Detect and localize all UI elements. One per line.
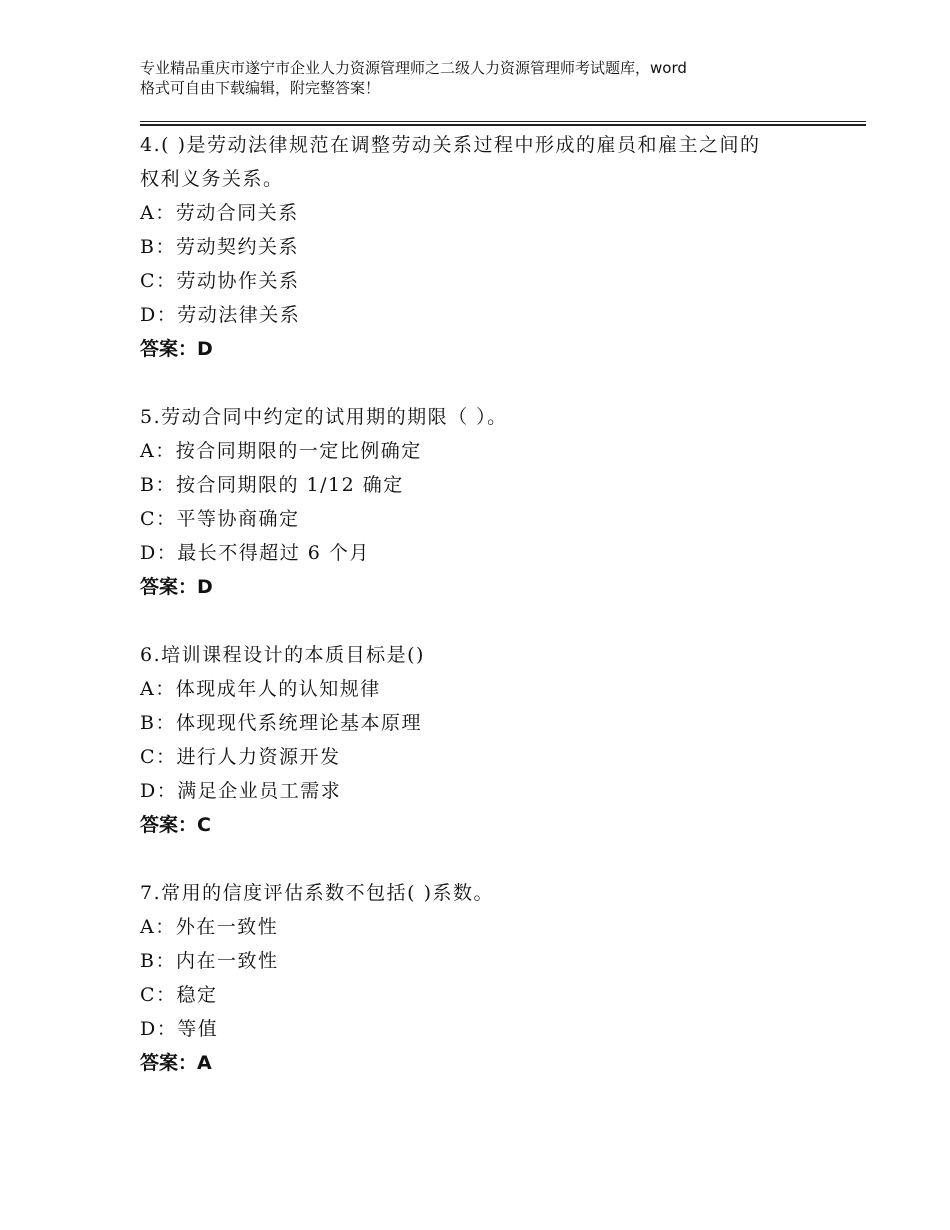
option-c: C：劳动协作关系 xyxy=(140,270,300,292)
option-b: B：劳动契约关系 xyxy=(140,236,299,258)
question-5 xyxy=(140,400,840,604)
question-stem: 4.( )是劳动法律规范在调整劳动关系过程中形成的雇员和雇主之间的 xyxy=(140,134,761,156)
option-a: A：外在一致性 xyxy=(140,916,279,938)
question-stem: 权利义务关系。 xyxy=(140,168,284,190)
answer-label: 答案：D xyxy=(140,338,213,360)
option-d: D：等值 xyxy=(140,1018,219,1040)
option-d: D：劳动法律关系 xyxy=(140,304,301,326)
option-d: D：满足企业员工需求 xyxy=(140,780,342,802)
header-divider-thick xyxy=(140,124,866,126)
option-d: D：最长不得超过 6 个月 xyxy=(140,542,370,564)
option-b: B：内在一致性 xyxy=(140,950,279,972)
header-line-2: 格式可自由下载编辑，附完整答案！ xyxy=(140,79,381,97)
option-c: C：进行人力资源开发 xyxy=(140,746,341,768)
question-7 xyxy=(140,876,840,1080)
question-stem: 5.劳动合同中约定的试用期的期限（ ）。 xyxy=(140,406,508,428)
option-b: B：按合同期限的 1/12 确定 xyxy=(140,474,404,496)
option-a: A：体现成年人的认知规律 xyxy=(140,678,381,700)
option-c: C：平等协商确定 xyxy=(140,508,300,530)
answer-label: 答案：A xyxy=(140,1052,212,1074)
option-b: B：体现现代系统理论基本原理 xyxy=(140,712,422,734)
option-a: A：劳动合同关系 xyxy=(140,202,299,224)
option-c: C：稳定 xyxy=(140,984,218,1006)
answer-label: 答案：D xyxy=(140,576,213,598)
option-a: A：按合同期限的一定比例确定 xyxy=(140,440,422,462)
question-4 xyxy=(140,128,840,366)
document-header xyxy=(140,58,840,98)
question-6 xyxy=(140,638,840,842)
question-stem: 7.常用的信度评估系数不包括( )系数。 xyxy=(140,882,494,904)
header-line-1: 专业精品重庆市遂宁市企业人力资源管理师之二级人力资源管理师考试题库，word xyxy=(140,59,687,77)
question-list xyxy=(140,128,840,1114)
header-divider xyxy=(140,121,866,122)
question-stem: 6.培训课程设计的本质目标是() xyxy=(140,644,425,666)
answer-label: 答案：C xyxy=(140,814,211,836)
